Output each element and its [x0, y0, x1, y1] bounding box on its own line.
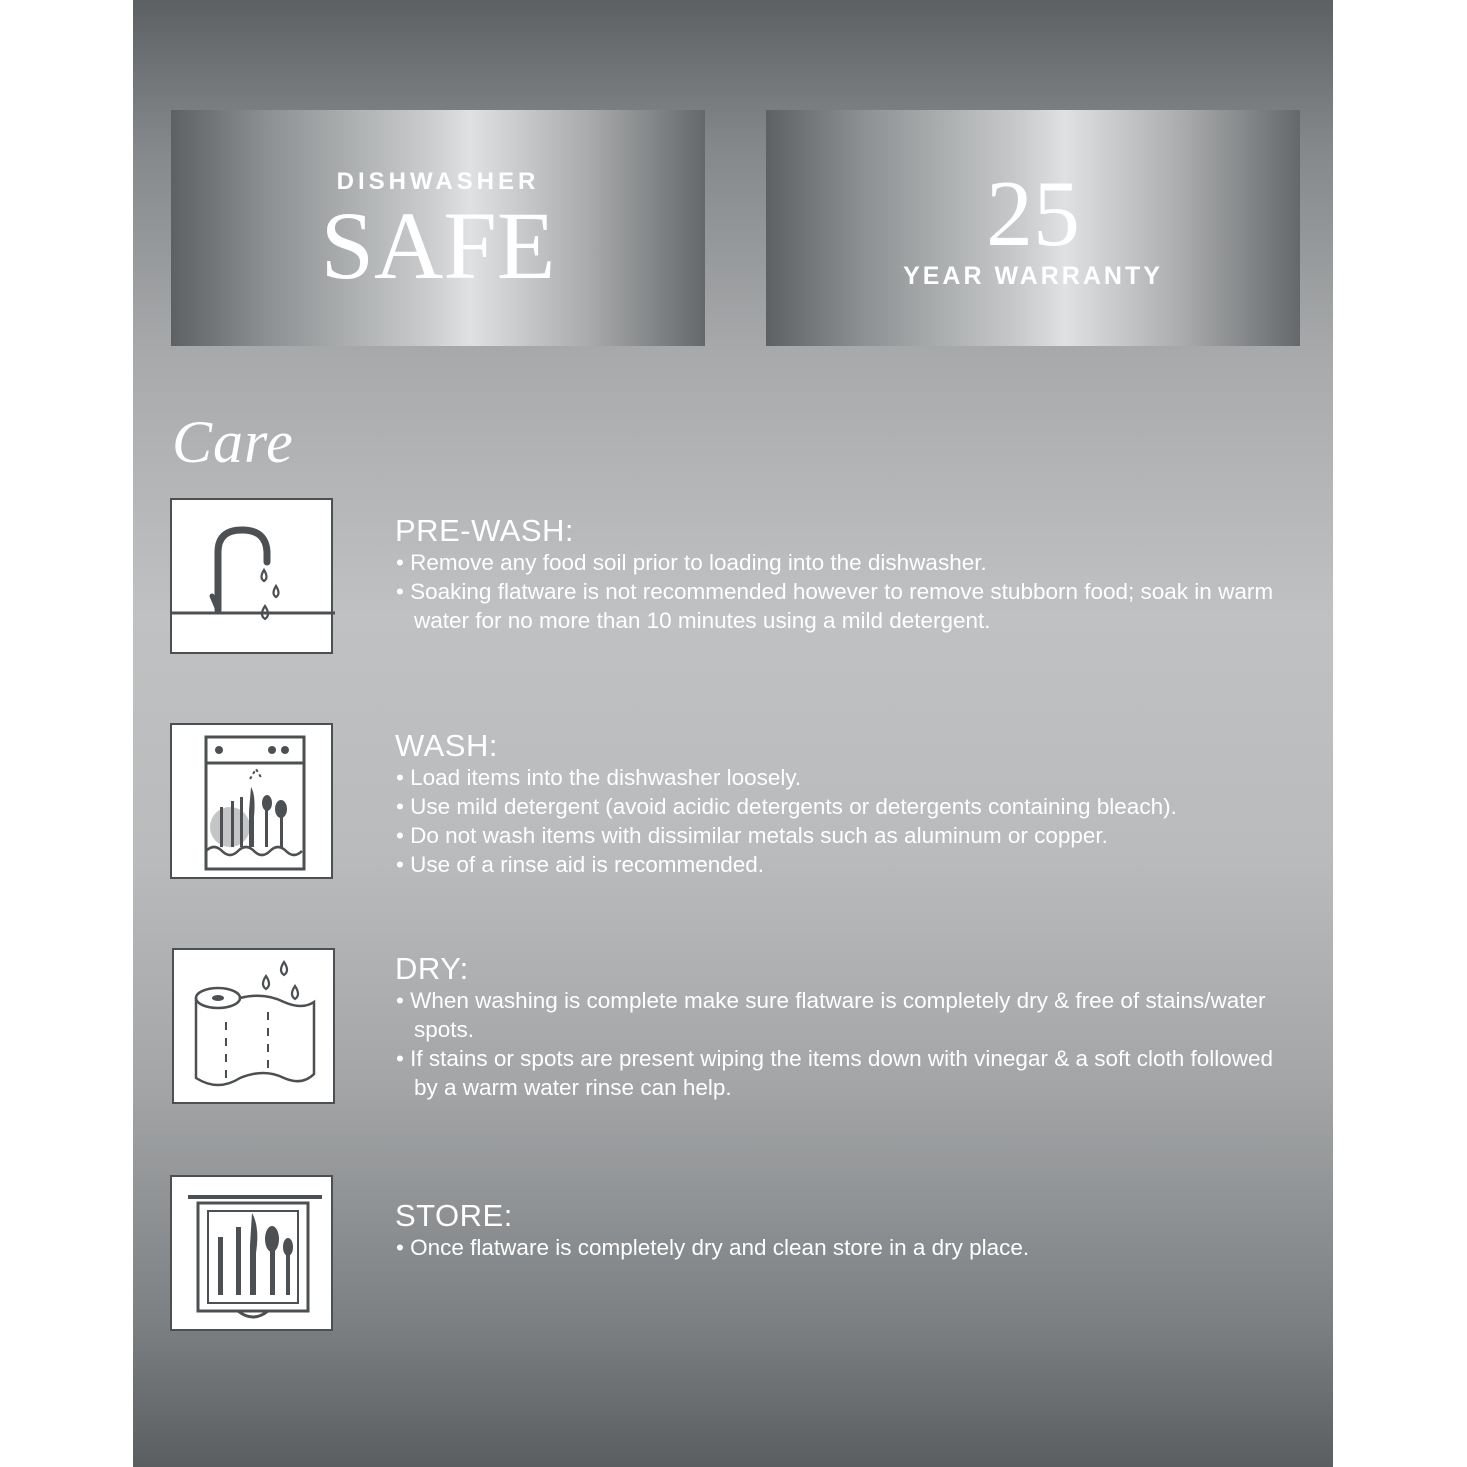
dishwasher-icon — [170, 723, 333, 879]
section-heading: STORE: — [395, 1198, 513, 1233]
bullet-item: • Soaking flatware is not recommended however to remove stubborn food; soak in warm water for no more than 10 minutes using a mild detergent. — [395, 577, 1295, 635]
warranty-badge — [766, 110, 1300, 346]
bullet-item: • Remove any food soil prior to loading into the dishwasher. — [395, 548, 1295, 577]
faucet-icon — [170, 498, 333, 654]
bullet-item: • If stains or spots are present wiping the items down with vinegar & a soft cloth followed by a warm water rinse can help. — [395, 1044, 1295, 1102]
bullet-item: • When washing is complete make sure flatware is completely dry & free of stains/water spots. — [395, 986, 1295, 1044]
badge-warranty-label: YEAR WARRANTY — [903, 262, 1163, 290]
section-heading: WASH: — [395, 728, 498, 763]
bullet-item: • Use mild detergent (avoid acidic detergents or detergents containing bleach). — [395, 792, 1295, 821]
bullet-item: • Use of a rinse aid is recommended. — [395, 850, 1295, 879]
section-dry — [395, 952, 1295, 1102]
bullet-item: • Load items into the dishwasher loosely. — [395, 763, 1295, 792]
section-heading: DRY: — [395, 951, 469, 986]
badge-dishwasher-label: DISHWASHER — [336, 168, 540, 195]
section-store — [395, 1199, 1295, 1262]
dishwasher-safe-badge — [171, 110, 705, 346]
drawer-flatware-icon — [170, 1175, 333, 1331]
section-heading: PRE-WASH: — [395, 513, 575, 548]
bullet-item: • Do not wash items with dissimilar metals such as aluminum or copper. — [395, 821, 1295, 850]
care-heading: Care — [172, 409, 294, 475]
bullet-item: • Once flatware is completely dry and clean store in a dry place. — [395, 1233, 1295, 1262]
section-wash — [395, 729, 1295, 879]
badge-warranty-years: 25 — [986, 162, 1080, 266]
paper-towel-icon — [172, 948, 335, 1104]
section-pre-wash — [395, 514, 1295, 635]
badge-safe-label: SAFE — [320, 192, 556, 299]
